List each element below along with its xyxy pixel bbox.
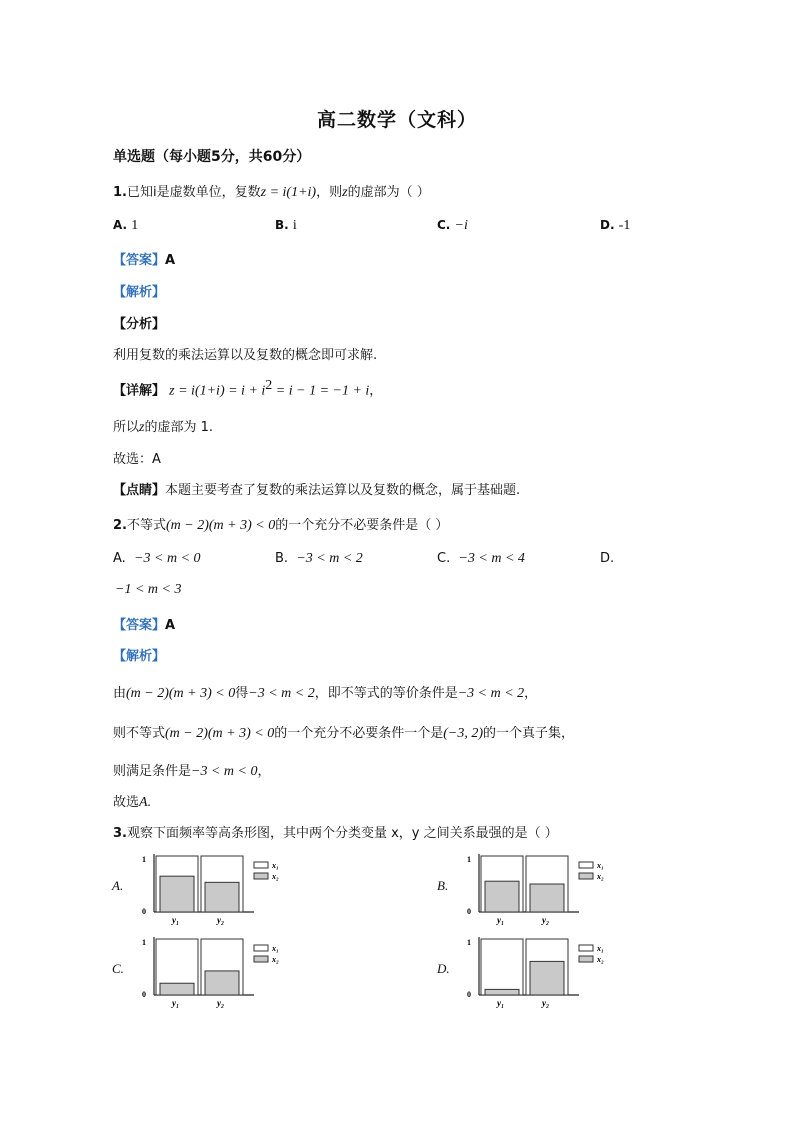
- stem-text: 的一个充分不必要条件是（ ）: [275, 518, 449, 533]
- text: 的虚部为 1.: [144, 420, 214, 435]
- analysis-tag: 【解析】: [113, 649, 166, 664]
- math-variable: z: [139, 420, 145, 435]
- punctuation: ，: [524, 686, 538, 701]
- punctuation: ，: [369, 383, 383, 399]
- option-text: −3 < m < 2: [296, 551, 363, 566]
- question-number: 1.: [113, 185, 127, 200]
- stem-text: 已知: [126, 185, 153, 200]
- bar-2-x2-segment: [530, 961, 564, 995]
- legend-label-x2: x₂: [272, 872, 279, 881]
- bar-1-x2-segment: [485, 989, 519, 995]
- text: 由: [113, 686, 127, 701]
- legend-swatch-x1: [579, 862, 593, 868]
- page-title: 高二数学（文科）: [316, 109, 477, 131]
- option-c: [437, 218, 468, 234]
- question-number: 3.: [113, 826, 127, 841]
- tick-label-bottom: 0: [467, 907, 471, 916]
- bar-2-x2-segment: [205, 882, 239, 912]
- chart-option-label: C.: [112, 961, 124, 976]
- math-expression: (m − 2)(m + 3) < 0: [165, 726, 275, 741]
- tick-label-top: 1: [467, 938, 471, 947]
- fenxi-text: 利用复数的乘法运算以及复数的概念即可求解.: [113, 348, 378, 363]
- section-heading: 单选题（每小题5分，共60分）: [113, 149, 311, 165]
- punctuation: ，: [257, 764, 271, 779]
- bar-2-x2-segment: [530, 884, 564, 912]
- question-1-stem: [113, 181, 430, 201]
- so-line: [113, 416, 213, 436]
- text: 则不等式: [113, 726, 166, 741]
- option-text: i: [292, 218, 297, 233]
- tick-label-bottom: 0: [467, 990, 471, 999]
- legend-label-x1: x₁: [597, 944, 604, 953]
- option-text: −3 < m < 4: [458, 551, 525, 566]
- option-c: [437, 551, 525, 567]
- answer-tag: 【答案】: [113, 618, 166, 633]
- comment-line: [113, 479, 520, 498]
- fenxi-tag: 【分析】: [113, 317, 166, 332]
- analysis-line-2: [113, 722, 574, 742]
- tick-label-top: 1: [142, 938, 146, 947]
- option-text: −3 < m < 0: [134, 551, 201, 566]
- option-d: [600, 218, 630, 234]
- text: 所以: [113, 420, 140, 435]
- answer-value: A: [165, 618, 176, 633]
- math-variable: z: [342, 185, 348, 200]
- legend-label-x1: x₁: [597, 861, 604, 870]
- category-label: y₁: [497, 998, 505, 1008]
- math-exponent: 2: [265, 378, 273, 393]
- text: 的一个真子集，: [483, 726, 575, 741]
- frequency-bar-chart: [140, 852, 330, 927]
- stem-text: 不等式: [126, 518, 166, 533]
- category-label: y₂: [542, 998, 550, 1008]
- legend-label-x2: x₂: [272, 955, 279, 964]
- text: 得: [235, 686, 249, 701]
- legend-swatch-x1: [254, 945, 268, 951]
- tick-label-top: 1: [467, 855, 471, 864]
- stem-text: ，则: [316, 185, 343, 200]
- legend-swatch-x2: [254, 873, 268, 879]
- bar-1-x2-segment: [160, 876, 194, 912]
- tick-label-bottom: 0: [142, 907, 146, 916]
- option-letter: B.: [275, 551, 289, 566]
- answer-line: [113, 614, 175, 633]
- option-d-text: −1 < m < 3: [115, 582, 182, 597]
- detail-tag: 【详解】: [113, 383, 166, 399]
- text: 的一个充分不必要条件一个是: [274, 726, 444, 741]
- option-letter: A.: [113, 218, 128, 232]
- analysis-line-3: [113, 760, 270, 780]
- question-3-stem: [113, 822, 558, 841]
- math-expression: = i − 1 = −1 + i: [272, 383, 370, 399]
- legend-label-x1: x₁: [272, 861, 279, 870]
- tick-label-top: 1: [142, 855, 146, 864]
- chart-option-label: D.: [437, 961, 450, 976]
- answer-tag: 【答案】: [113, 253, 166, 268]
- math-variable: A.: [139, 795, 152, 810]
- analysis-line-1: [113, 682, 537, 702]
- frequency-bar-chart: [465, 935, 655, 1010]
- math-expression: (−3, 2): [443, 726, 484, 741]
- option-letter: D.: [600, 218, 615, 232]
- math-expression: z = i(1+i): [260, 185, 317, 200]
- math-expression: −3 < m < 2: [457, 686, 525, 701]
- text: 故选: [113, 795, 140, 810]
- question-number: 2.: [113, 518, 127, 533]
- chart-option-label: A.: [112, 878, 124, 893]
- option-letter: C.: [437, 551, 451, 566]
- chart-option-label: B.: [437, 878, 449, 893]
- option-a: [113, 218, 138, 234]
- frequency-bar-chart: [140, 935, 330, 1010]
- legend-label-x2: x₂: [597, 955, 604, 964]
- math-expression: z = i(1+i) = i + i: [169, 383, 266, 399]
- comment-text: 本题主要考查了复数的乘法运算以及复数的概念，属于基础题.: [165, 483, 521, 498]
- legend-swatch-x1: [254, 862, 268, 868]
- option-letter: C.: [437, 218, 451, 232]
- choose-line: [113, 791, 151, 811]
- bar-2-x2-segment: [205, 971, 239, 995]
- option-letter: A.: [113, 551, 126, 566]
- legend-swatch-x2: [254, 956, 268, 962]
- legend-label-x2: x₂: [597, 872, 604, 881]
- legend-label-x1: x₁: [272, 944, 279, 953]
- detail-line: [113, 378, 382, 399]
- text: ，即不等式的等价条件是: [314, 686, 458, 701]
- category-label: y₁: [172, 998, 180, 1008]
- option-text: -1: [618, 218, 631, 233]
- bar-1-x2-segment: [485, 881, 519, 912]
- tick-label-bottom: 0: [142, 990, 146, 999]
- answer-line: [113, 249, 175, 268]
- option-b: [275, 218, 297, 234]
- category-label: y₁: [497, 915, 505, 925]
- math-expression: (m − 2)(m + 3) < 0: [166, 518, 276, 533]
- answer-value: A: [165, 253, 176, 268]
- question-2-stem: [113, 514, 448, 534]
- category-label: y₂: [542, 915, 550, 925]
- legend-swatch-x1: [579, 945, 593, 951]
- math-expression: −3 < m < 2: [248, 686, 315, 701]
- math-expression: (m − 2)(m + 3) < 0: [126, 686, 236, 701]
- option-letter: B.: [275, 218, 289, 232]
- option-text: 1: [131, 218, 139, 233]
- stem-text: 的虚部为（ ）: [347, 185, 430, 200]
- comment-tag: 【点睛】: [113, 483, 166, 498]
- text: 则满足条件是: [113, 764, 192, 779]
- analysis-tag: 【解析】: [113, 285, 166, 300]
- option-b: [275, 551, 363, 567]
- stem-text: 观察下面频率等高条形图，其中两个分类变量 x，y 之间关系最强的是（ ）: [126, 826, 558, 841]
- choose-line: 故选：A: [113, 452, 161, 467]
- category-label: y₂: [217, 998, 225, 1008]
- bar-1-x1-segment: [481, 939, 523, 995]
- bar-1-x2-segment: [160, 983, 194, 995]
- stem-text: 是虚数单位，复数: [156, 185, 261, 200]
- option-d-letter: D.: [600, 551, 615, 566]
- frequency-bar-chart: [465, 852, 655, 927]
- option-a: [113, 551, 201, 567]
- category-label: y₂: [217, 915, 225, 925]
- category-label: y₁: [172, 915, 180, 925]
- legend-swatch-x2: [579, 956, 593, 962]
- legend-swatch-x2: [579, 873, 593, 879]
- stem-text: i: [153, 185, 157, 200]
- option-text: −i: [454, 218, 468, 233]
- math-expression: −3 < m < 0: [191, 764, 258, 779]
